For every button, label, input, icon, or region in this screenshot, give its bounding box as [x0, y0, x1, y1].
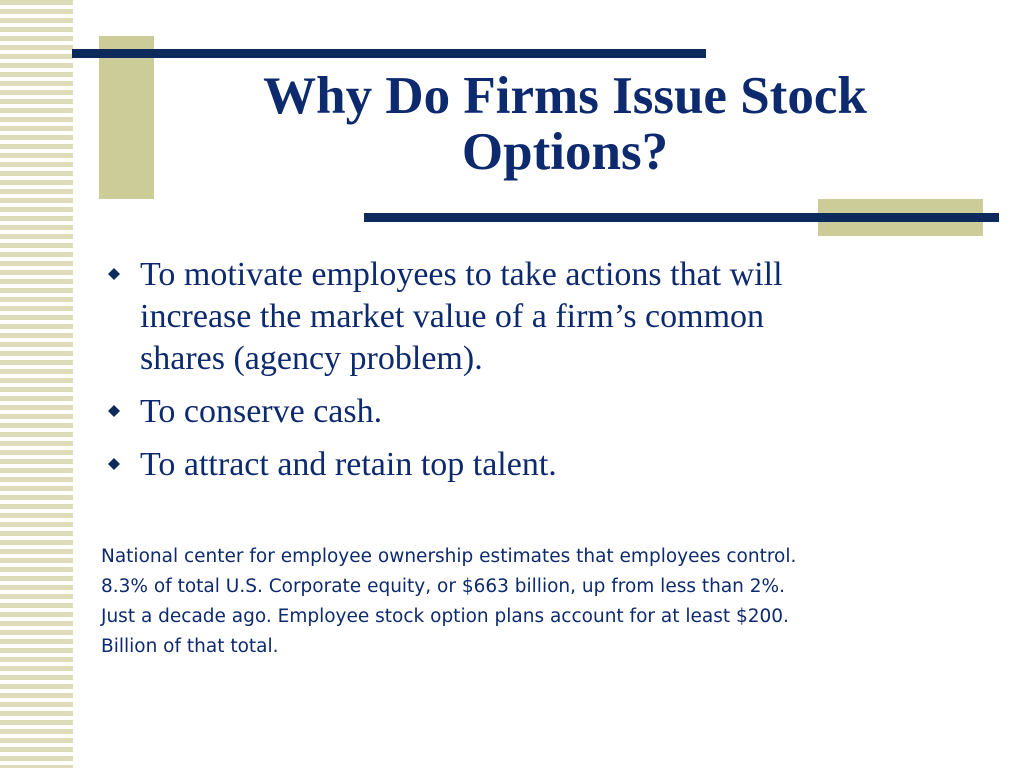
footnote-line: National center for employee ownership estimates that employees control. — [101, 546, 797, 567]
bullet-text-line: To motivate employees to take actions that will — [140, 256, 783, 293]
title-rule-bottom — [364, 213, 999, 222]
slide-title — [160, 68, 970, 180]
bullet-list — [104, 254, 904, 497]
slide-title-line: Options? — [461, 123, 669, 181]
bullet-text-line: To conserve cash. — [140, 393, 383, 430]
diamond-bullet-icon — [108, 268, 120, 280]
bullet-item — [104, 444, 904, 486]
footnote-paragraph — [101, 542, 1001, 662]
bullet-item — [104, 254, 904, 380]
bullet-item — [104, 391, 904, 433]
bullet-text-line: shares (agency problem). — [140, 340, 483, 377]
tan-accent-block-top — [99, 36, 154, 199]
footnote-line: 8.3% of total U.S. Corporate equity, or $663 billion, up from less than 2%. — [101, 576, 786, 597]
diamond-bullet-icon — [108, 458, 120, 470]
bullet-text-line: To attract and retain top talent. — [140, 446, 557, 483]
footnote-line: Just a decade ago. Employee stock option plans account for at least $200. — [101, 606, 789, 627]
left-stripe-band — [0, 0, 73, 768]
bullet-text-line: increase the market value of a firm’s common — [140, 298, 765, 335]
footnote-line: Billion of that total. — [101, 636, 279, 657]
slide-title-line: Why Do Firms Issue Stock — [263, 67, 867, 125]
diamond-bullet-icon — [108, 405, 120, 417]
title-rule-top — [72, 49, 706, 58]
